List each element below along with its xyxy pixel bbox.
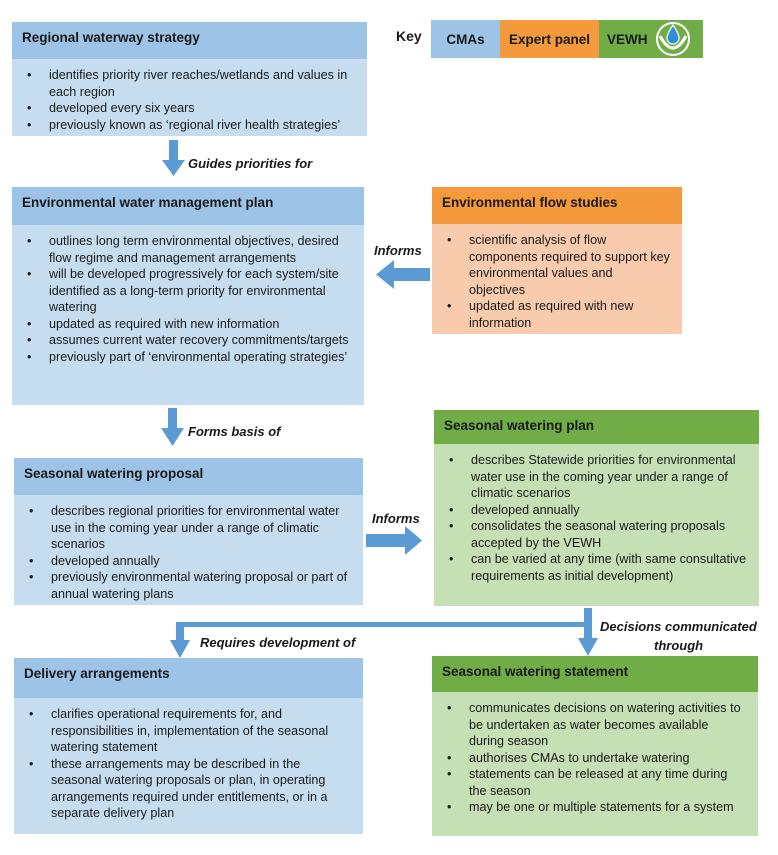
informs-left-label: Informs [374,243,422,258]
decisions-through-label: through [654,638,704,653]
arrow-right-informs [366,526,422,555]
list-item: • developed annually [26,553,351,570]
list-item: • assumes current water recovery commitments/targets [24,332,352,349]
list-item: • statements can be released at any time during the season [444,766,746,799]
seasonal-watering-plan-title: Seasonal watering plan [444,418,595,433]
delivery-arrangements-title: Delivery arrangements [14,658,363,698]
list-item: • previously part of ‘environmental operating strategies’ [24,349,352,366]
key-title: Key [396,28,422,44]
seasonal-watering-statement-title: Seasonal watering statement [442,664,629,679]
list-item: • describes regional priorities for environmental water use in the coming year under a range of climatic scenarios [26,503,351,553]
list-item: • previously known as ‘regional river health strategies’ [24,117,355,134]
seasonal-watering-proposal-title: Seasonal watering proposal [14,458,363,495]
key-cmas-label: CMAs [446,31,485,47]
decisions-communicated-label: Decisions communicated [600,619,757,634]
key-vewh-label: VEWH [607,31,648,47]
regional-waterway-strategy-title: Regional waterway strategy [12,22,367,59]
list-item: • developed every six years [24,100,355,117]
key-expert-panel-label: Expert panel [508,31,591,47]
list-item: • describes Statewide priorities for environmental water use in the coming year under a range of climatic scenarios [446,452,747,502]
list-item: • developed annually [446,502,747,519]
forms-basis-label: Forms basis of [188,424,281,439]
environmental-flow-studies-title: Environmental flow studies [432,187,682,224]
list-item: • may be one or multiple statements for a system [444,799,746,816]
list-item: • clarifies operational requirements for, and responsibilities in, implementation of the seasonal watering statement [26,706,351,756]
arrow-left-informs [376,260,430,289]
list-item: • will be developed progressively for each system/site identified as a long-term priority for environmental watering [24,266,352,316]
list-item: • communicates decisions on watering activities to be undertaken as water becomes available during season [444,700,746,750]
guides-priorities-label: Guides priorities for [188,156,313,171]
list-item: • updated as required with new information [24,316,352,333]
list-item: • authorises CMAs to undertake watering [444,750,746,767]
list-item: • previously environmental watering proposal or part of annual watering plans [26,569,351,602]
list-item: • can be varied at any time (with same consultative requirements as initial development) [446,551,747,584]
arrow-down-forms-basis [161,408,184,446]
list-item: • identifies priority river reaches/wetlands and values in each region [24,67,355,100]
requires-development-label: Requires development of [200,635,356,650]
list-item: • consolidates the seasonal watering proposals accepted by the VEWH [446,518,747,551]
list-item: • scientific analysis of flow components required to support key environmental values and objectives [444,232,670,298]
list-item: • outlines long term environmental objectives, desired flow regime and management arrangements [24,233,352,266]
arrow-down-guides [162,140,185,176]
environmental-water-management-plan-title: Environmental water management plan [12,187,364,225]
informs-right-label: Informs [372,511,420,526]
list-item: • these arrangements may be described in the seasonal watering proposals or plan, in operating arrangements required under entitlements, or in a separate delivery plan [26,756,351,822]
list-item: • updated as required with new information [444,298,670,331]
arrow-split-decisions [170,608,598,658]
